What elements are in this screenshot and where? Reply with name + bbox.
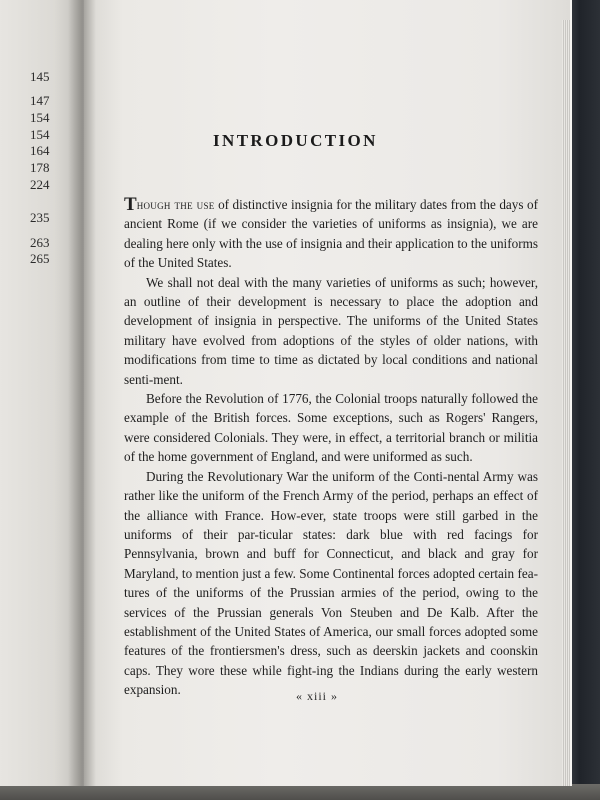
page-edges [562,20,570,786]
toc-page-number: 224 [30,177,50,192]
book-gutter [68,0,96,786]
paragraph-1-text: of distinctive insignia for the military dates from the days of ancient Rome (if we consider the varieties of uniforms as insignia), we are dealing here only with the use of insignia and their application to the uniforms of the United States. [124,197,538,271]
paragraph-2: We shall not deal with the many varieties of uniforms as such; however, an outline of their development is necessary to place the adoption and development of insignia in perspective. The uniforms of the United States military have evolved from adoptions of the styles of older nations, with modifications from time to time as dictated by local conditions and national senti-ment. [124,274,538,387]
toc-page-number: 147 [30,93,50,108]
body-text [124,195,538,700]
toc-page-number: 154 [30,127,50,142]
paragraph-4: During the Revolutionary War the uniform of the Conti-nental Army was rather like the uniform of the French Army of the period, perhaps an effect of the alliance with France. How-ever, state troops were still garbed in the uniforms of their par-ticular states: dark blue with red facings for Pennsylvania, brown and buff for Connecticut, and black and gray for Maryland, to mention just a few. Some Continental forces adopted certain fea-tures of the uniforms of the Prussian armies of the period, owing to the services of the Prussian generals Von Steuben and De Kalb. After the establishment of the United States of America, our small forces adopted some features of the frontiersmen's dress, such as deerskin jackets and coonskin caps. They wore these while fight-ing the Indians during the early western expansion. [124,468,538,698]
paragraph-3: Before the Revolution of 1776, the Colonial troops naturally followed the example of the British forces. Some exceptions, such as Rogers' Rangers, were considered Colonials. They were, in effect, a territorial branch or militia of the home government of England, and were uniformed as such. [124,391,538,465]
page-folio: « xiii » [296,689,339,703]
toc-page-number: 164 [30,143,50,158]
toc-page-number: 265 [30,251,50,266]
paragraph-1 [124,195,538,273]
toc-page-number: 235 [30,210,50,225]
toc-page-number: 145 [30,69,50,84]
toc-page-number: 178 [30,160,50,175]
toc-page-number: 263 [30,235,50,250]
drop-cap: T [124,194,137,215]
book-bottom-edge [0,784,600,800]
chapter-title: INTRODUCTION [213,131,378,150]
toc-page-number: 154 [30,110,50,125]
small-caps-lead: hough the use [136,197,215,212]
